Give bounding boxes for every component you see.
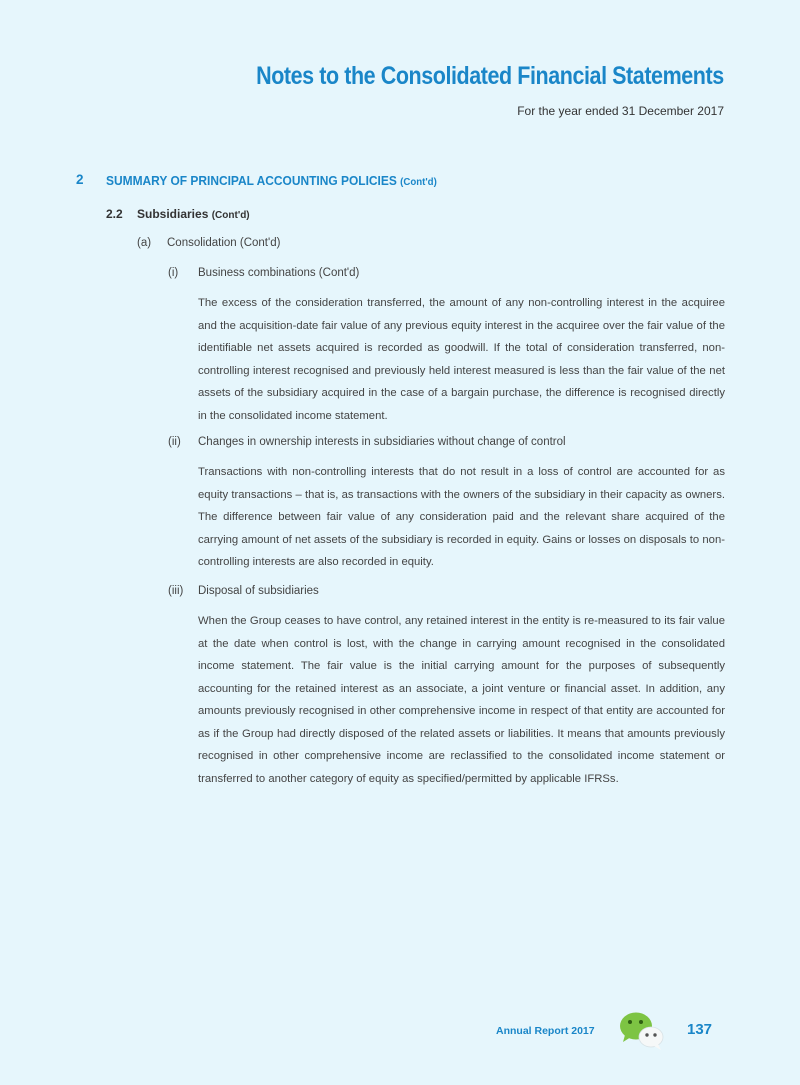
- item-a-marker: (a): [137, 237, 152, 249]
- section-number: 2: [76, 172, 84, 187]
- item-i-title: Business combinations (Cont'd): [198, 267, 360, 279]
- item-iii-title: Disposal of subsidiaries: [198, 585, 319, 597]
- page-subtitle: For the year ended 31 December 2017: [517, 104, 724, 118]
- subsection-number: 2.2: [106, 207, 123, 221]
- subsection-heading: [137, 207, 250, 221]
- subsection-cont: (Cont'd): [211, 210, 250, 221]
- subsection-title: Subsidiaries: [137, 207, 209, 221]
- item-ii-title: Changes in ownership interests in subsidiaries without change of control: [198, 436, 566, 448]
- item-a-title: Consolidation (Cont'd): [167, 237, 281, 249]
- item-ii-paragraph: Transactions with non-controlling interests that do not result in a loss of control are accounted for as equity transactions – that is, as transactions with the owners of the subsidiary in their capacity as owners. The difference between fair value of any consideration paid and the relevant share acquired of the carrying amount of net assets of the subsidiary is recorded in equity. Gains or losses on disposals to non-controlling interests are also recorded in equity.: [198, 466, 725, 568]
- item-iii-marker: (iii): [168, 585, 184, 597]
- item-ii-marker: (ii): [168, 436, 181, 448]
- item-i-marker: (i): [168, 267, 179, 279]
- page-title: Notes to the Consolidated Financial Statements: [256, 62, 724, 90]
- chat-bubbles-logo-icon: [616, 1010, 668, 1052]
- section-title: SUMMARY OF PRINCIPAL ACCOUNTING POLICIES: [106, 173, 397, 188]
- page-number: 137: [687, 1021, 713, 1038]
- footer-report-label: Annual Report 2017: [496, 1025, 595, 1037]
- section-cont: (Cont'd): [400, 176, 437, 188]
- item-iii-paragraph: When the Group ceases to have control, any retained interest in the entity is re-measured to its fair value at the date when control is lost, with the change in carrying amount recognised in the consolidated income statement. The fair value is the initial carrying amount for the purposes of subsequently accounting for the retained interest as an associate, a joint venture or financial asset. In addition, any amounts previously recognised in other comprehensive income in respect of that entity are accounted for as if the Group had directly disposed of the related assets or liabilities. It means that amounts previously recognised in other comprehensive income are reclassified to the consolidated income statement or transferred to another category of equity as specified/permitted by applicable IFRSs.: [198, 615, 725, 785]
- item-i-paragraph: The excess of the consideration transferred, the amount of any non-controlling interest in the acquiree and the acquisition-date fair value of any previous equity interest in the acquiree over the fair value of the identifiable net assets acquired is recorded as goodwill. If the total of consideration transferred, non-controlling interest recognised and previously held interest measured is less than the fair value of the net assets of the subsidiary acquired in the case of a bargain purchase, the difference is recognised directly in the consolidated income statement.: [198, 297, 725, 422]
- section-heading: [106, 173, 437, 188]
